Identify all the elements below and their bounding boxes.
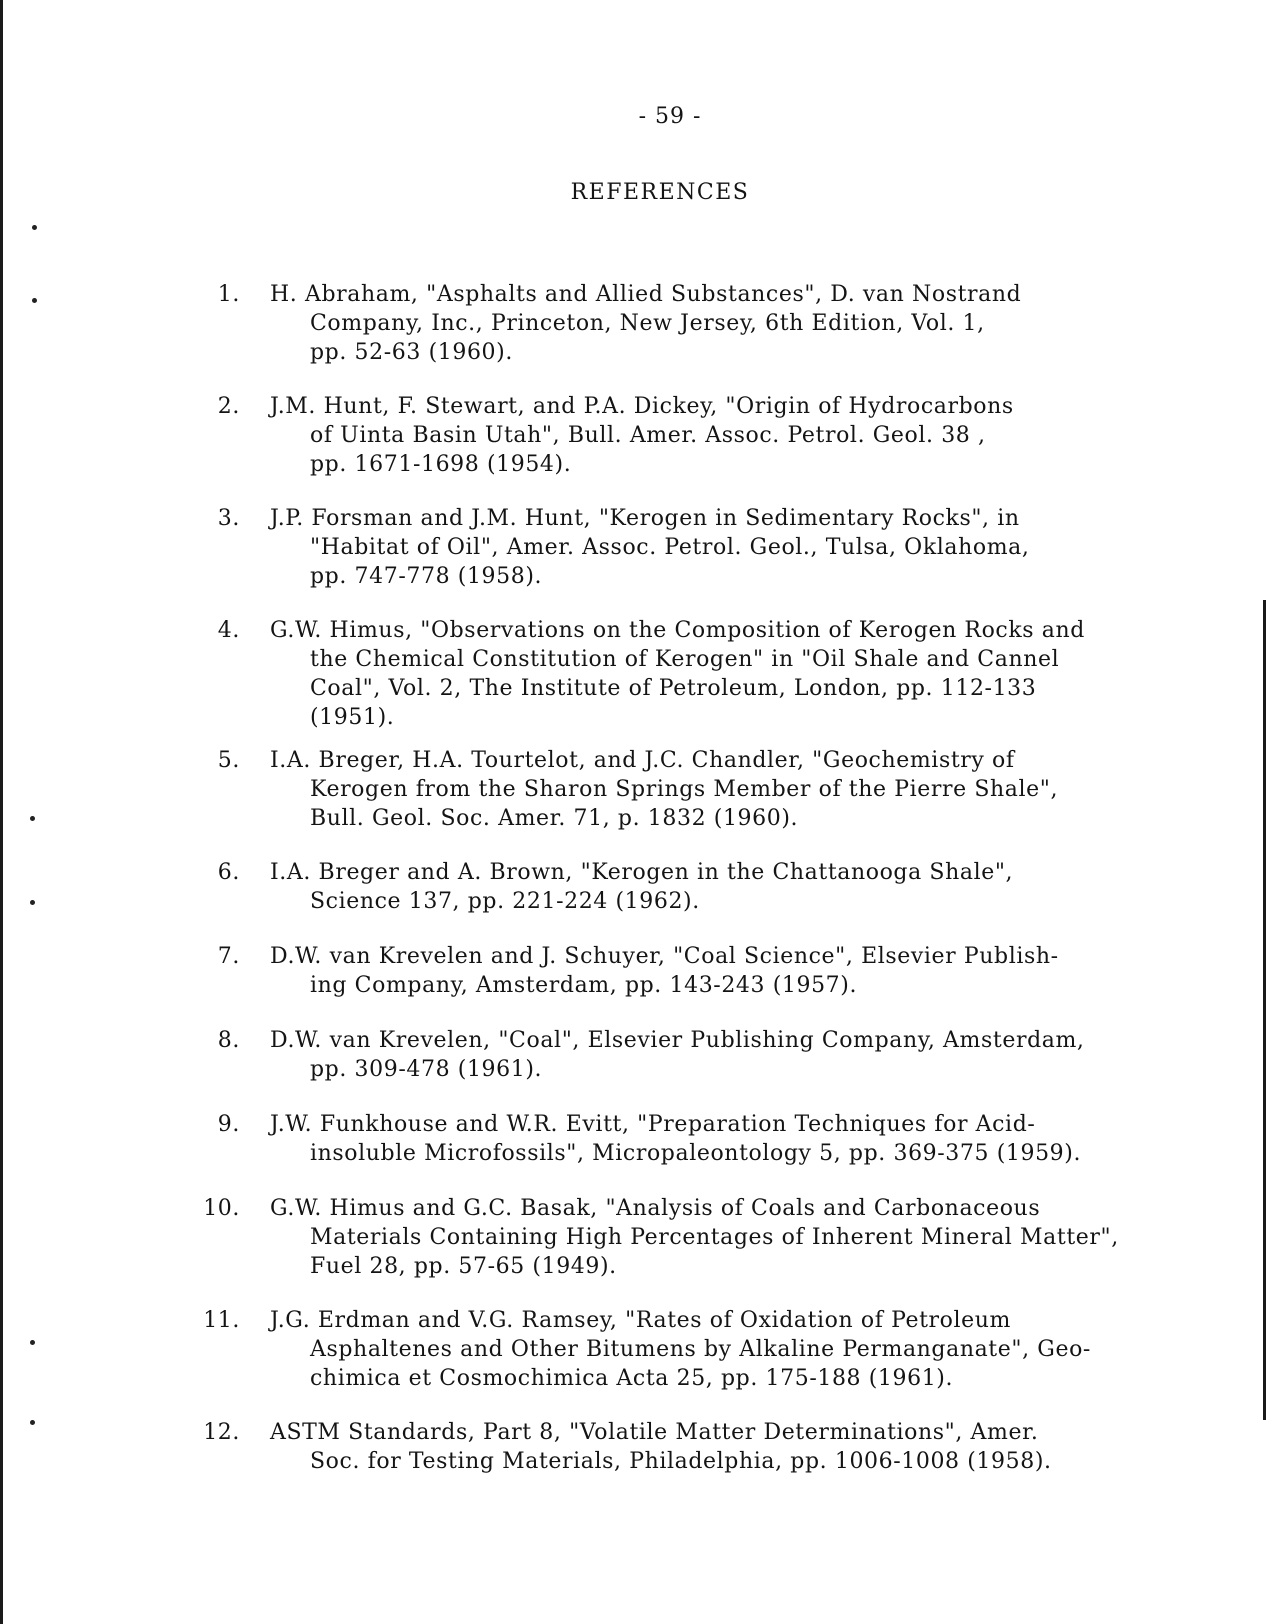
scan-speck bbox=[30, 900, 35, 905]
reference-line: (1951). bbox=[310, 705, 395, 730]
reference-line: chimica et Cosmochimica Acta 25, pp. 175-188 (1961). bbox=[310, 1366, 954, 1391]
reference-line: Coal", Vol. 2, The Institute of Petroleum, London, pp. 112-133 bbox=[310, 676, 1037, 701]
reference-line: of Uinta Basin Utah", Bull. Amer. Assoc. Petrol. Geol. 38 , bbox=[310, 423, 986, 448]
references-heading: REFERENCES bbox=[570, 180, 750, 205]
reference-line: H. Abraham, "Asphalts and Allied Substances", D. van Nostrand bbox=[270, 282, 1022, 307]
reference-line: Materials Containing High Percentages of Inherent Mineral Matter", bbox=[310, 1225, 1119, 1250]
scan-speck bbox=[32, 298, 37, 303]
scan-speck bbox=[32, 225, 37, 230]
reference-line: Company, Inc., Princeton, New Jersey, 6th Edition, Vol. 1, bbox=[310, 311, 985, 336]
scan-speck bbox=[30, 1340, 35, 1345]
reference-line: Soc. for Testing Materials, Philadelphia, pp. 1006-1008 (1958). bbox=[310, 1449, 1052, 1474]
scan-speck bbox=[30, 1420, 35, 1425]
reference-number: 9. bbox=[217, 1112, 240, 1137]
reference-number: 11. bbox=[203, 1308, 240, 1333]
reference-number: 2. bbox=[217, 394, 240, 419]
reference-line: J.W. Funkhouse and W.R. Evitt, "Preparation Techniques for Acid- bbox=[270, 1112, 1036, 1137]
reference-number: 12. bbox=[203, 1420, 240, 1445]
reference-line: I.A. Breger, H.A. Tourtelot, and J.C. Chandler, "Geochemistry of bbox=[270, 748, 1015, 773]
reference-line: pp. 1671-1698 (1954). bbox=[310, 452, 572, 477]
reference-line: "Habitat of Oil", Amer. Assoc. Petrol. Geol., Tulsa, Oklahoma, bbox=[310, 535, 1030, 560]
reference-line: G.W. Himus, "Observations on the Composition of Kerogen Rocks and bbox=[270, 618, 1085, 643]
reference-number: 6. bbox=[217, 860, 240, 885]
reference-number: 1. bbox=[217, 282, 240, 307]
reference-line: D.W. van Krevelen, "Coal", Elsevier Publishing Company, Amsterdam, bbox=[270, 1028, 1085, 1053]
reference-line: Bull. Geol. Soc. Amer. 71, p. 1832 (1960). bbox=[310, 806, 799, 831]
reference-line: Asphaltenes and Other Bitumens by Alkaline Permanganate", Geo- bbox=[310, 1337, 1091, 1362]
reference-number: 10. bbox=[203, 1196, 240, 1221]
reference-number: 3. bbox=[217, 506, 240, 531]
page-number: - 59 - bbox=[638, 104, 702, 129]
reference-line: J.G. Erdman and V.G. Ramsey, "Rates of Oxidation of Petroleum bbox=[270, 1308, 1011, 1333]
reference-line: pp. 747-778 (1958). bbox=[310, 564, 543, 589]
reference-line: I.A. Breger and A. Brown, "Kerogen in the Chattanooga Shale", bbox=[270, 860, 1014, 885]
reference-line: J.M. Hunt, F. Stewart, and P.A. Dickey, "Origin of Hydrocarbons bbox=[270, 394, 1014, 419]
reference-line: pp. 52-63 (1960). bbox=[310, 340, 513, 365]
reference-line: G.W. Himus and G.C. Basak, "Analysis of Coals and Carbonaceous bbox=[270, 1196, 1041, 1221]
reference-line: D.W. van Krevelen and J. Schuyer, "Coal Science", Elsevier Publish- bbox=[270, 944, 1059, 969]
scan-speck bbox=[30, 816, 35, 821]
reference-line: Fuel 28, pp. 57-65 (1949). bbox=[310, 1254, 617, 1279]
scan-edge-left bbox=[0, 0, 3, 1624]
reference-number: 8. bbox=[217, 1028, 240, 1053]
reference-line: Science 137, pp. 221-224 (1962). bbox=[310, 889, 700, 914]
reference-number: 4. bbox=[217, 618, 240, 643]
reference-number: 7. bbox=[217, 944, 240, 969]
reference-number: 5. bbox=[217, 748, 240, 773]
reference-line: Kerogen from the Sharon Springs Member of the Pierre Shale", bbox=[310, 777, 1059, 802]
reference-line: ASTM Standards, Part 8, "Volatile Matter Determinations", Amer. bbox=[270, 1420, 1039, 1445]
reference-line: the Chemical Constitution of Kerogen" in "Oil Shale and Cannel bbox=[310, 647, 1060, 672]
reference-line: ing Company, Amsterdam, pp. 143-243 (1957). bbox=[310, 973, 858, 998]
reference-line: J.P. Forsman and J.M. Hunt, "Kerogen in Sedimentary Rocks", in bbox=[270, 506, 1020, 531]
reference-line: insoluble Microfossils", Micropaleontology 5, pp. 369-375 (1959). bbox=[310, 1141, 1082, 1166]
reference-line: pp. 309-478 (1961). bbox=[310, 1057, 543, 1082]
